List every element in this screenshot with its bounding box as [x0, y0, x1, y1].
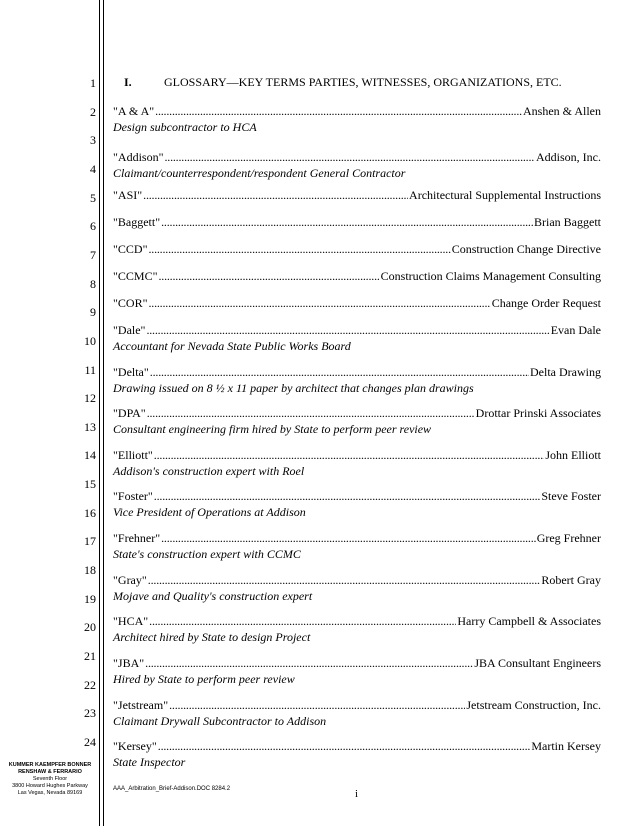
glossary-description: Drawing issued on 8 ½ x 11 paper by architect that changes plan drawings [113, 381, 474, 395]
dot-leader [148, 295, 490, 311]
dot-leader [154, 447, 545, 463]
line-number: 7 [90, 247, 96, 262]
glossary-term: "DPA" [113, 406, 146, 420]
glossary-description: State's construction expert with CCMC [113, 547, 301, 561]
firm-address-city: Las Vegas, Nevada 89169 [17, 790, 83, 796]
line-number: 5 [90, 190, 96, 205]
glossary-term: "Jetstream" [113, 698, 169, 712]
glossary-entry-row [113, 572, 601, 588]
glossary-description: Mojave and Quality's construction expert [113, 589, 313, 603]
line-number: 11 [84, 362, 96, 377]
glossary-term: "Gray" [113, 573, 147, 587]
glossary-entry [113, 697, 601, 729]
glossary-description: Addison's construction expert with Roel [113, 464, 305, 478]
glossary-definition: Robert Gray [541, 573, 601, 587]
glossary-definition: Steve Foster [541, 489, 601, 503]
glossary-term: "Frehner" [113, 531, 161, 545]
firm-name-line1: KUMMER KAEMPFER BONNER [8, 762, 92, 768]
glossary-description: Claimant Drywall Subcontractor to Addison [113, 714, 327, 728]
glossary-entry-row [113, 405, 601, 421]
dot-leader [148, 572, 541, 588]
glossary-entry [113, 655, 601, 687]
glossary-entry [113, 241, 601, 257]
glossary-entry [113, 295, 601, 311]
glossary-definition: Construction Claims Management Consulting [380, 269, 601, 283]
line-number: 17 [84, 534, 96, 549]
firm-address-floor: Seventh Floor [32, 776, 68, 782]
glossary-description: Hired by State to perform peer review [113, 672, 295, 686]
glossary-description: Accountant for Nevada State Public Works Board [113, 339, 351, 353]
glossary-definition: Evan Dale [550, 323, 601, 337]
glossary-term: "Addison" [113, 150, 164, 164]
glossary-term: "Foster" [113, 489, 153, 503]
glossary-term: "CCMC" [113, 269, 158, 283]
dot-leader [161, 214, 533, 230]
glossary-definition: Anshen & Allen [523, 104, 601, 118]
dot-leader [148, 241, 450, 257]
glossary-term: "HCA" [113, 614, 149, 628]
glossary-entry-row [113, 738, 601, 754]
dot-leader [145, 655, 473, 671]
glossary-entry-row [113, 655, 601, 671]
firm-name-line2: RENSHAW & FERRARIO [18, 769, 82, 775]
line-number: 21 [84, 649, 96, 663]
glossary-definition: JBA Consultant Engineers [474, 656, 601, 670]
margin-rule-left [99, 0, 100, 826]
glossary-entry [113, 405, 601, 437]
glossary-entry-row [113, 103, 601, 119]
dot-leader [150, 364, 529, 380]
glossary-definition: Addison, Inc. [536, 150, 601, 164]
glossary-description: State Inspector [113, 755, 186, 769]
line-number: 23 [84, 706, 96, 721]
footer-file-id: AAA_Arbitration_Brief-Addison.DOC 8284.2 [113, 786, 231, 792]
dot-leader [169, 697, 465, 713]
line-number: 12 [84, 391, 96, 406]
glossary-definition: Martin Kersey [531, 739, 601, 753]
line-number: 20 [84, 620, 96, 635]
glossary-definition: Brian Baggett [534, 215, 601, 229]
dot-leader [146, 322, 549, 338]
glossary-entry-row [113, 268, 601, 284]
dot-leader [158, 738, 531, 754]
glossary-entry-row [113, 697, 601, 713]
glossary-entry [113, 530, 601, 562]
section-number: I. [124, 75, 132, 89]
glossary-entry [113, 613, 601, 645]
glossary-definition: John Elliott [545, 448, 601, 462]
line-number: 10 [84, 333, 96, 348]
glossary-entry [113, 447, 601, 479]
line-number: 6 [90, 219, 96, 234]
glossary-entry-row [113, 364, 601, 380]
line-number: 18 [84, 563, 96, 578]
glossary-entry [113, 187, 601, 203]
glossary-term: "Elliott" [113, 448, 153, 462]
glossary-description: Design subcontractor to HCA [113, 120, 257, 134]
glossary-entry-row [113, 149, 601, 165]
glossary-entry [113, 572, 601, 604]
line-number: 14 [84, 448, 96, 463]
glossary-term: "A & A" [113, 104, 155, 118]
glossary-entry-row [113, 295, 601, 311]
line-number: 2 [90, 104, 96, 119]
dot-leader [158, 268, 379, 284]
glossary-entry [113, 268, 601, 284]
glossary-term: "Dale" [113, 323, 146, 337]
dot-leader [147, 405, 475, 421]
line-number: 16 [84, 505, 96, 520]
glossary-term: "Delta" [113, 365, 149, 379]
glossary-term: "CCD" [113, 242, 148, 256]
glossary-description: Consultant engineering firm hired by State to perform peer review [113, 422, 432, 436]
glossary-term: "Kersey" [113, 739, 157, 753]
glossary-definition: Delta Drawing [530, 365, 601, 379]
glossary-definition: Drottar Prinski Associates [475, 406, 601, 420]
glossary-definition: Architectural Supplemental Instructions [409, 188, 601, 202]
glossary-definition: Jetstream Construction, Inc. [466, 698, 601, 712]
glossary-entry-row [113, 187, 601, 203]
glossary-entry-row [113, 530, 601, 546]
glossary-description: Claimant/counterrespondent/respondent General Contractor [113, 166, 406, 180]
glossary-term: "COR" [113, 296, 148, 310]
dot-leader [149, 613, 456, 629]
glossary-entry [113, 738, 601, 770]
dot-leader [161, 530, 536, 546]
margin-rule-right [103, 0, 104, 826]
section-title: GLOSSARY—KEY TERMS PARTIES, WITNESSES, ORGANIZATIONS, ETC. [164, 75, 562, 89]
glossary-term: "Baggett" [113, 215, 161, 229]
line-number: 19 [84, 591, 96, 606]
firm-block [0, 762, 100, 797]
glossary-entry-row [113, 613, 601, 629]
glossary-entry-row [113, 322, 601, 338]
glossary-definition: Greg Frehner [536, 531, 601, 545]
glossary-entry-row [113, 241, 601, 257]
line-number: 4 [90, 161, 96, 176]
glossary-entry [113, 103, 601, 135]
line-number: 1 [90, 76, 96, 90]
glossary-description: Architect hired by State to design Project [113, 630, 311, 644]
firm-address-street: 3800 Howard Hughes Parkway [12, 783, 88, 789]
glossary-description: Vice President of Operations at Addison [113, 505, 306, 519]
dot-leader [143, 187, 408, 203]
dot-leader [164, 149, 535, 165]
line-number: 15 [84, 477, 96, 492]
page-number: i [355, 788, 359, 800]
glossary-entry [113, 322, 601, 354]
dot-leader [154, 488, 541, 504]
line-number: 22 [84, 677, 96, 692]
line-number: 9 [90, 305, 96, 320]
glossary-entry-row [113, 488, 601, 504]
section-heading [124, 75, 604, 89]
line-number: 13 [84, 419, 96, 434]
glossary-definition: Harry Campbell & Associates [457, 614, 601, 628]
glossary-entry [113, 214, 601, 230]
glossary-term: "ASI" [113, 188, 143, 202]
glossary-entry [113, 364, 601, 396]
glossary-entry [113, 149, 601, 181]
glossary-definition: Change Order Request [491, 296, 601, 310]
dot-leader [155, 103, 522, 119]
line-number: 3 [90, 133, 96, 148]
line-number: 8 [90, 276, 96, 291]
glossary-term: "JBA" [113, 656, 145, 670]
glossary-definition: Construction Change Directive [451, 242, 601, 256]
glossary-entry-row [113, 447, 601, 463]
glossary-entry [113, 488, 601, 520]
line-number: 24 [84, 734, 96, 749]
glossary-entry-row [113, 214, 601, 230]
